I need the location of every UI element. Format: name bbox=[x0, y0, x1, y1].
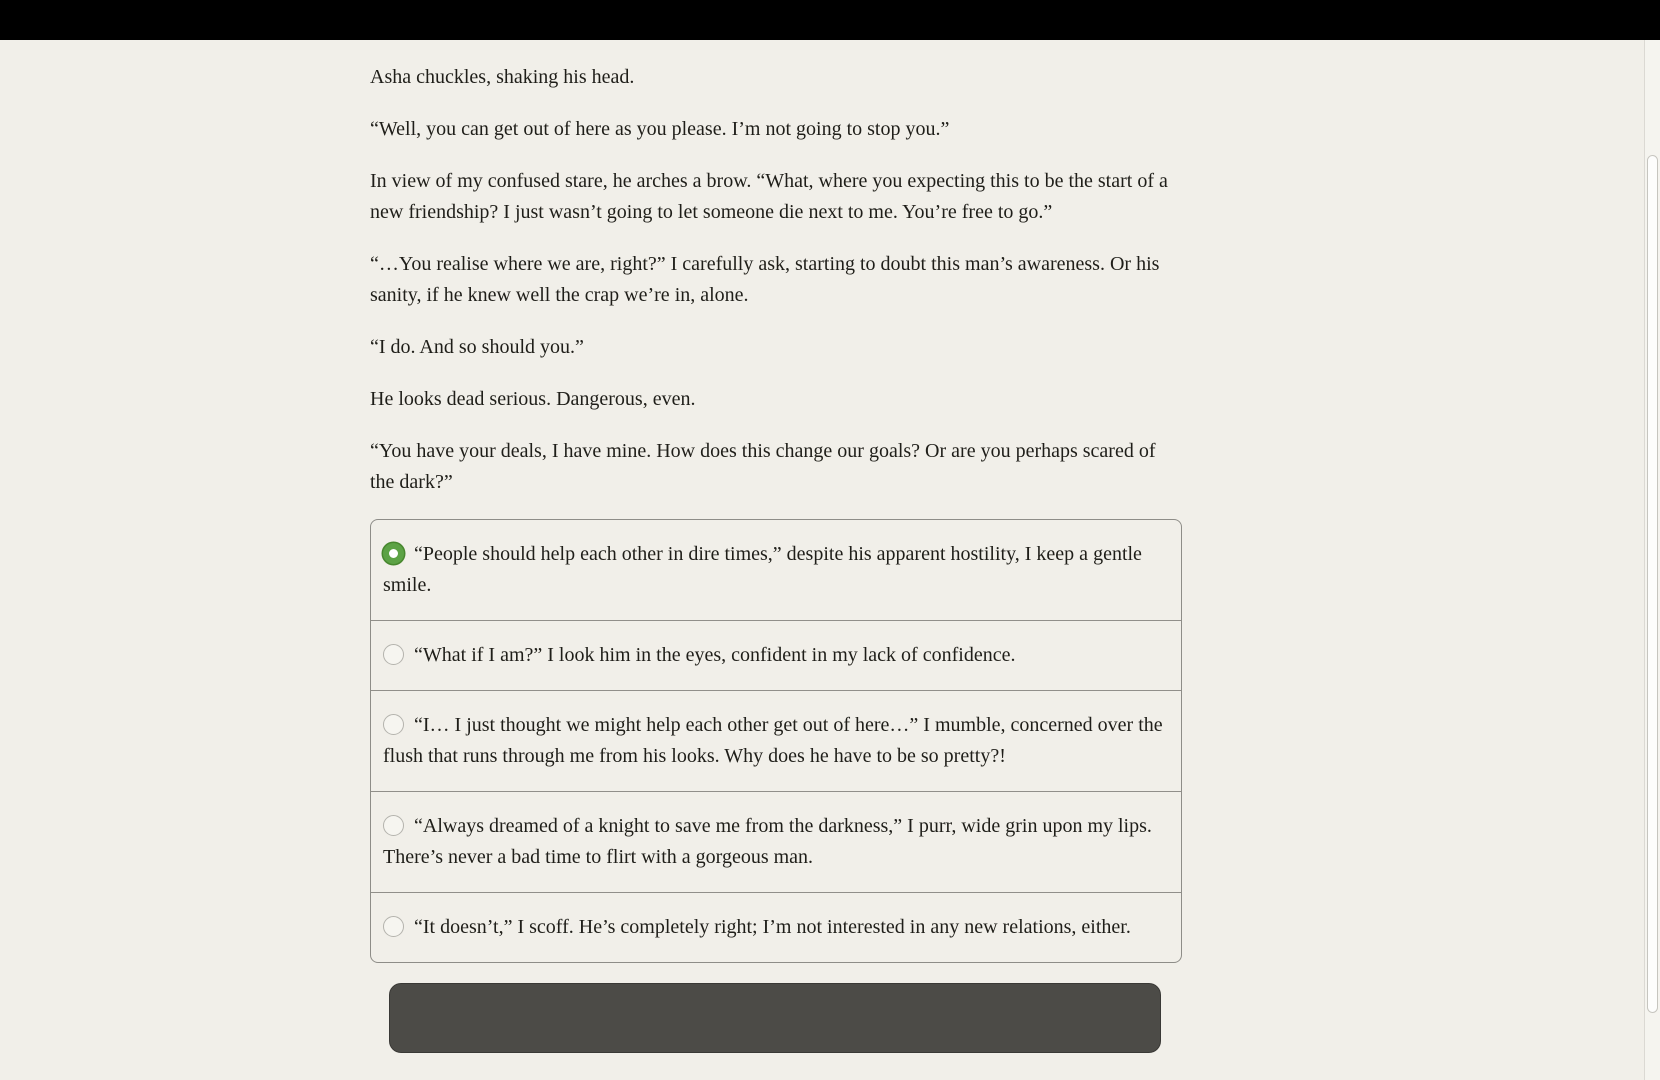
next-button[interactable] bbox=[389, 983, 1161, 1053]
choice-row[interactable] bbox=[371, 892, 1181, 962]
choice-row[interactable] bbox=[371, 791, 1181, 892]
choice-row[interactable] bbox=[371, 620, 1181, 690]
story-paragraph: “I do. And so should you.” bbox=[370, 336, 584, 358]
story-paragraph: In view of my confused stare, he arches a brow. “What, where you expecting this to be the start of a new friendship? I just wasn’t going to let someone die next to me. You’re free to go.” bbox=[370, 170, 1168, 223]
choice-option-label: “It doesn’t,” I scoff. He’s completely right; I’m not interested in any new relations, either. bbox=[414, 916, 1131, 938]
story-paragraph: “…You realise where we are, right?” I carefully ask, starting to doubt this man’s awareness. Or his sanity, if he knew well the crap we’re in, alone. bbox=[370, 253, 1160, 306]
choice-option-label: “I… I just thought we might help each other get out of here…” I mumble, concerned over the flush that runs through me from his looks. Why does he have to be so pretty?! bbox=[383, 714, 1163, 767]
choice-option-label: “Always dreamed of a knight to save me from the darkness,” I purr, wide grin upon my lips. There’s never a bad time to flirt with a gorgeous man. bbox=[383, 815, 1152, 868]
radio-button-icon[interactable] bbox=[383, 714, 404, 735]
choice-row[interactable] bbox=[371, 520, 1181, 620]
choice-row[interactable] bbox=[371, 690, 1181, 791]
story-paragraph: “Well, you can get out of here as you please. I’m not going to stop you.” bbox=[370, 118, 950, 140]
scrollbar-track[interactable] bbox=[1644, 40, 1660, 1080]
radio-button-icon[interactable] bbox=[383, 543, 404, 564]
radio-button-icon[interactable] bbox=[383, 916, 404, 937]
radio-button-icon[interactable] bbox=[383, 815, 404, 836]
story-paragraph: “You have your deals, I have mine. How does this change our goals? Or are you perhaps scared of the dark?” bbox=[370, 440, 1156, 493]
story-paragraph: He looks dead serious. Dangerous, even. bbox=[370, 388, 696, 410]
top-black-bar bbox=[0, 0, 1660, 40]
choice-option-label: “What if I am?” I look him in the eyes, confident in my lack of confidence. bbox=[414, 644, 1016, 666]
choice-list bbox=[370, 519, 1182, 963]
scrollbar-thumb[interactable] bbox=[1647, 155, 1658, 1013]
story-content bbox=[370, 40, 1182, 1053]
story-paragraph: Asha chuckles, shaking his head. bbox=[370, 66, 635, 88]
radio-button-icon[interactable] bbox=[383, 644, 404, 665]
choice-option-label: “People should help each other in dire times,” despite his apparent hostility, I keep a gentle smile. bbox=[383, 543, 1142, 596]
